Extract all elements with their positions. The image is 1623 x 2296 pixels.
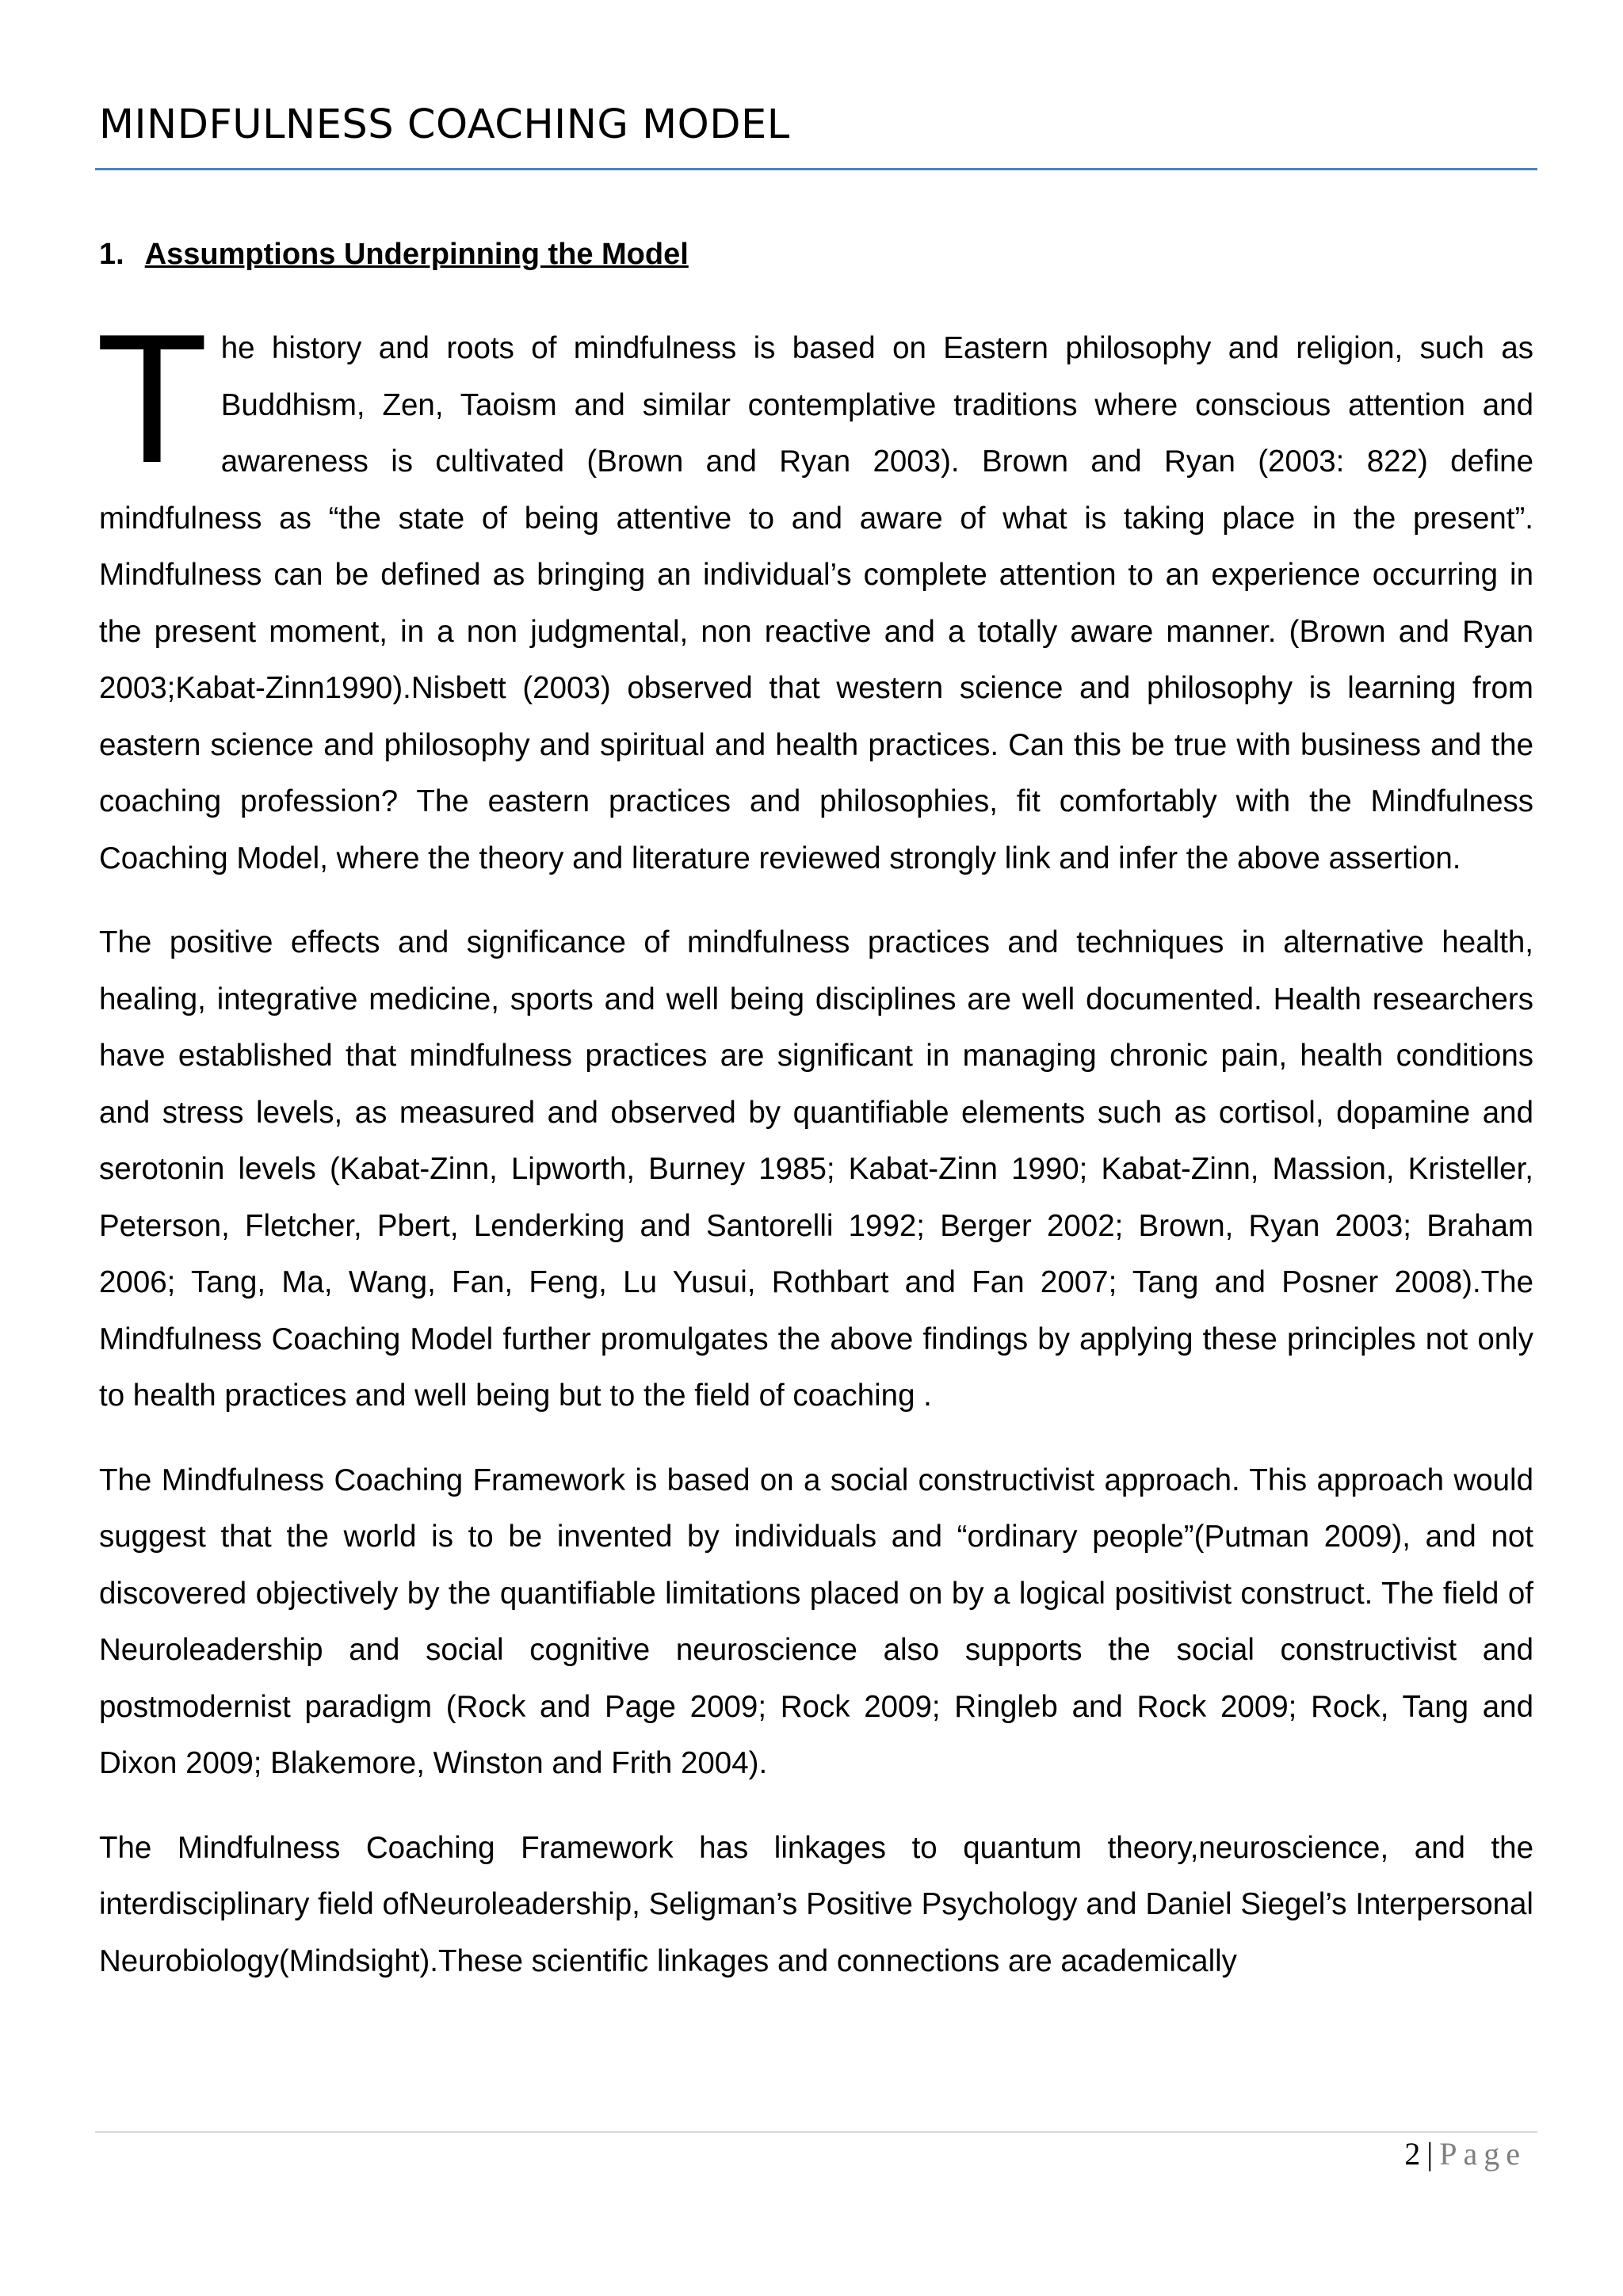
section-heading bbox=[99, 238, 689, 272]
page-footer bbox=[1404, 2135, 1526, 2172]
paragraph-2: The positive effects and significance of mindfulness practices and techniques in alternative health, healing, integrative medicine, sports and well being disciplines are well documented. Health researchers have established that mindfulness practices are significant in managing chronic pain, health conditions and stress levels, as measured and observed by quantifiable elements such as cortisol, dopamine and serotonin levels (Kabat-Zinn, Lipworth, Burney 1985; Kabat-Zinn 1990; Kabat-Zinn, Massion, Kristeller, Peterson, Fletcher, Pbert, Lenderking and Santorelli 1992; Berger 2002; Brown, Ryan 2003; Braham 2006; Tang, Ma, Wang, Fan, Feng, Lu Yusui, Rothbart and Fan 2007; Tang and Posner 2008).The Mindfulness Coaching Model further promulgates the above findings by applying these principles not only to health practices and well being but to the field of coaching . bbox=[99, 925, 1533, 1413]
drop-cap: T bbox=[96, 296, 208, 502]
footer-divider bbox=[95, 2131, 1537, 2133]
paragraph-1 bbox=[96, 296, 1533, 887]
page-separator: | bbox=[1426, 2136, 1434, 2172]
page-header-title: MINDFULNESS COACHING MODEL bbox=[99, 101, 790, 148]
page-label: Page bbox=[1439, 2136, 1526, 2172]
section-number: 1. bbox=[99, 238, 124, 271]
paragraph-1-text: he history and roots of mindfulness is based on Eastern philosophy and religion, such as Buddhism, Zen, Taoism and similar contemplative traditions where conscious attention and awareness is cultivated (Brown and Ryan 2003). Brown and Ryan (2003: 822) define mindfulness as “the state of being attentive to and aware of what is taking place in the present”. Mindfulness can be defined as bringing an individual’s complete attention to an experience occurring in the present moment, in a non judgmental, non reactive and a totally aware manner. (Brown and Ryan 2003;Kabat-Zinn1990).Nisbett (2003) observed that western science and philosophy is learning from eastern science and philosophy and spiritual and health practices. Can this be true with business and the coaching profession? The eastern practices and philosophies, fit comfortably with the Mindfulness Coaching Model, where the theory and literature reviewed strongly link and infer the above assertion. bbox=[99, 331, 1533, 875]
paragraph-3: The Mindfulness Coaching Framework is based on a social constructivist approach. This approach would suggest that the world is to be invented by individuals and “ordinary people”(Putman 2009), and not discovered objectively by the quantifiable limitations placed on by a logical positivist construct. The field of Neuroleadership and social cognitive neuroscience also supports the social constructivist and postmodernist paradigm (Rock and Page 2009; Rock 2009; Ringleb and Rock 2009; Rock, Tang and Dixon 2009; Blakemore, Winston and Frith 2004). bbox=[99, 1463, 1533, 1780]
document-body bbox=[96, 296, 1533, 2017]
section-title: Assumptions Underpinning the Model bbox=[144, 238, 689, 271]
page-number: 2 bbox=[1404, 2136, 1421, 2172]
paragraph-4: The Mindfulness Coaching Framework has linkages to quantum theory,neuroscience, and the interdisciplinary field ofNeuroleadership, Seligman’s Positive Psychology and Daniel Siegel’s Interpersonal Neurobiology(Mindsight).These scientific linkages and connections are academically bbox=[99, 1830, 1533, 1978]
header-divider bbox=[95, 168, 1537, 170]
